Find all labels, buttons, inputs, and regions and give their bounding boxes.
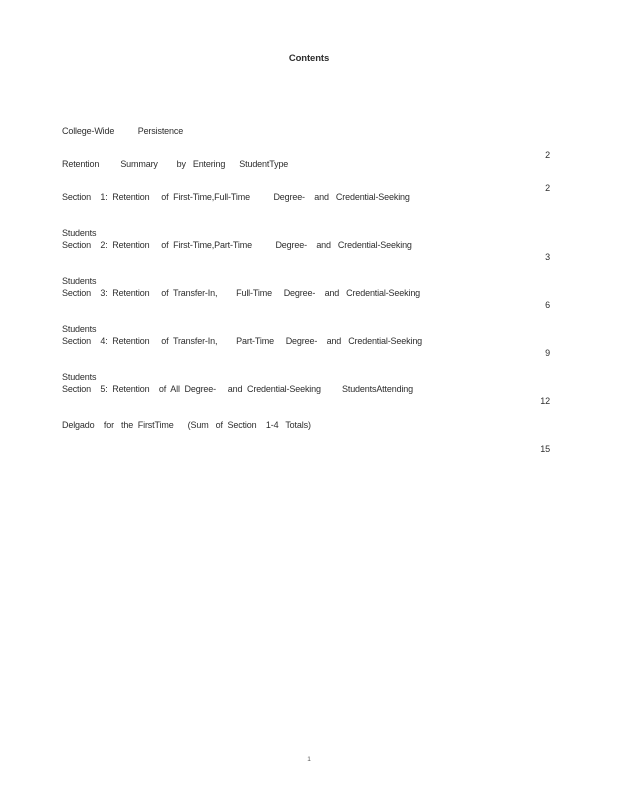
toc-entry-page-number: 12 — [540, 396, 550, 406]
toc-entry-line: Delgado for the FirstTime (Sum of Section 1-4 Totals) — [62, 420, 311, 430]
toc-entry-page-number: 2 — [545, 150, 550, 160]
toc-entry-line: Section 3: Retention of Transfer-In, Full-Time Degree- and Credential-Seeking — [62, 288, 421, 298]
toc-entry-page-number: 2 — [545, 183, 550, 193]
toc-entry-text — [62, 359, 492, 455]
toc-entry-line: Students — [62, 276, 97, 286]
toc-entry-page-number: 6 — [545, 300, 550, 310]
toc-entry-line: Section 4: Retention of Transfer-In, Part-Time Degree- and Credential-Seeking — [62, 336, 423, 346]
toc-entry-line: Section 5: Retention of All Degree- and Credential-Seeking StudentsAttending — [62, 384, 414, 394]
toc-entry-line: Students — [62, 228, 97, 238]
toc-entry-line: Students — [62, 372, 97, 382]
toc-entry-line: College-Wide Persistence — [62, 126, 184, 136]
toc-entry-page-number: 15 — [540, 444, 550, 454]
toc-entry-line: Section 2: Retention of First-Time,Part-Time Degree- and Credential-Seeking — [62, 240, 412, 250]
toc-entry-line: Section 1: Retention of First-Time,Full-Time Degree- and Credential-Seeking — [62, 192, 410, 202]
toc-entry-page-number: 9 — [545, 348, 550, 358]
footer-page-number: 1 — [307, 756, 311, 763]
toc-entry-line: Retention Summary by Entering StudentType — [62, 159, 289, 169]
toc-entry-line: Students — [62, 324, 97, 334]
toc-entry-section-5 — [62, 359, 550, 455]
toc-entry-page-number: 3 — [545, 252, 550, 262]
page-title: Contents — [288, 53, 330, 64]
